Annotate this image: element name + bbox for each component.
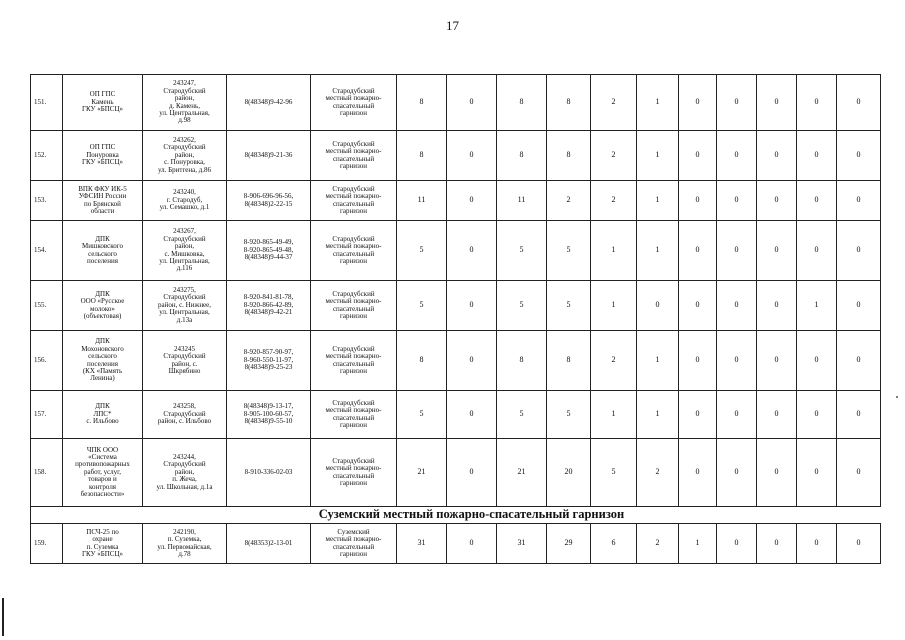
unit-name-line: ЧПК ООО <box>86 445 119 454</box>
row-index: 151. <box>31 75 63 131</box>
unit-phones <box>227 131 311 181</box>
value-cell: 0 <box>797 391 837 439</box>
row-index: 153. <box>31 181 63 221</box>
unit-phones-line: 8(48348)9-21-36 <box>244 150 293 159</box>
unit-name-line: охране <box>92 535 113 544</box>
margin-mark <box>2 598 4 636</box>
unit-garrison-line: Стародубский <box>332 344 375 353</box>
value-cell: 29 <box>547 524 591 564</box>
unit-address-line: Стародубский <box>163 460 206 469</box>
value-cell: 1 <box>591 221 637 281</box>
value-cell: 5 <box>397 221 447 281</box>
value-cell: 0 <box>447 331 497 391</box>
value-cell: 31 <box>397 524 447 564</box>
unit-phones-line: 8(48348)9-44-37 <box>244 253 293 262</box>
unit-address-line: ул. Семашко, д.1 <box>159 203 210 212</box>
value-cell: 31 <box>497 524 547 564</box>
unit-phones-line: 8(48348)9-42-21 <box>244 308 293 317</box>
value-cell: 1 <box>637 181 679 221</box>
unit-address-line: д.98 <box>178 116 191 125</box>
unit-name-line: по Брянской <box>84 199 121 208</box>
unit-name-line: контроля <box>88 482 117 491</box>
section-title: Суземский местный пожарно-спасательный гарнизон <box>63 507 881 524</box>
unit-name-line: области <box>90 206 115 215</box>
unit-name-line: Камень <box>91 97 114 106</box>
value-cell: 0 <box>679 75 717 131</box>
unit-garrison-line: Стародубский <box>332 234 375 243</box>
unit-address-line: район, <box>174 467 195 476</box>
value-cell: 0 <box>447 281 497 331</box>
unit-garrison-line: спасательный <box>332 304 375 313</box>
value-cell: 8 <box>397 131 447 181</box>
unit-name-line: поселения <box>86 256 119 265</box>
value-cell: 5 <box>591 439 637 507</box>
value-cell: 2 <box>591 131 637 181</box>
table-row <box>31 221 881 281</box>
value-cell: 0 <box>757 131 797 181</box>
section-edge <box>31 507 63 524</box>
unit-address-line: Стародубский <box>163 86 206 95</box>
unit-name-line: п. Суземка <box>86 542 119 551</box>
unit-name-line: ДПК <box>95 402 110 411</box>
unit-phones-line: 8-920-841-81-78, <box>243 293 294 302</box>
table-row <box>31 75 881 131</box>
unit-address-line: 243245 <box>174 344 195 353</box>
unit-name <box>63 439 143 507</box>
unit-phones-line: 8-920-865-49-49, <box>243 238 294 247</box>
unit-garrison-line: местный пожарно- <box>325 406 382 415</box>
unit-address-line: Стародубский <box>163 234 206 243</box>
unit-garrison <box>311 221 397 281</box>
unit-garrison-line: местный пожарно- <box>325 352 382 361</box>
unit-name-line: противопожарных <box>75 460 130 469</box>
unit-name-line: Мохоновского <box>81 344 124 353</box>
unit-address-line: г. Стародуб, <box>166 195 203 204</box>
unit-address-line: ул. Центральная, <box>159 256 210 265</box>
unit-address-line: район, с. Нижнее, <box>157 300 212 309</box>
value-cell: 0 <box>679 331 717 391</box>
value-cell: 1 <box>637 331 679 391</box>
section-row <box>31 507 881 524</box>
unit-garrison-line: гарнизон <box>340 478 367 487</box>
value-cell: 0 <box>717 75 757 131</box>
row-index: 152. <box>31 131 63 181</box>
unit-garrison-line: Суземский <box>337 527 370 536</box>
unit-address <box>143 281 227 331</box>
unit-name-line: ЛПС* <box>93 409 112 418</box>
unit-garrison-line: Стародубский <box>332 289 375 298</box>
value-cell: 8 <box>397 331 447 391</box>
unit-name-line: молоко» <box>90 304 115 313</box>
value-cell: 8 <box>497 75 547 131</box>
unit-name <box>63 331 143 391</box>
unit-phones-line: 8-920-865-49-48, <box>243 245 294 254</box>
unit-phones <box>227 391 311 439</box>
value-cell: 8 <box>547 131 591 181</box>
unit-address-line: Стародубский <box>163 293 206 302</box>
unit-name-line: ПСЧ-25 по <box>86 527 119 536</box>
value-cell: 2 <box>637 439 679 507</box>
unit-garrison-line: местный пожарно- <box>325 297 382 306</box>
unit-name-line: с. Ильбово <box>86 417 119 426</box>
unit-name-line: Мишковского <box>81 242 124 251</box>
value-cell: 2 <box>637 524 679 564</box>
value-cell: 0 <box>757 439 797 507</box>
unit-garrison-line: гарнизон <box>340 108 367 117</box>
unit-name <box>63 75 143 131</box>
unit-garrison <box>311 524 397 564</box>
value-cell: 0 <box>679 181 717 221</box>
unit-phones-line: 8(48348)9-55-10 <box>244 417 293 426</box>
value-cell: 5 <box>397 391 447 439</box>
value-cell: 8 <box>497 331 547 391</box>
value-cell: 0 <box>757 524 797 564</box>
row-index: 157. <box>31 391 63 439</box>
value-cell: 0 <box>679 281 717 331</box>
value-cell: 0 <box>757 221 797 281</box>
unit-name-line: (КХ «Память <box>82 366 123 375</box>
unit-garrison <box>311 75 397 131</box>
value-cell: 0 <box>837 391 881 439</box>
unit-phones-line: 8(48348)9-42-96 <box>244 97 293 106</box>
unit-phones <box>227 221 311 281</box>
value-cell: 0 <box>447 181 497 221</box>
unit-phones-line: 8-905-100-60-57, <box>243 409 294 418</box>
value-cell: 0 <box>797 331 837 391</box>
value-cell: 0 <box>757 281 797 331</box>
unit-name-line: ГКУ «БПСЦ» <box>81 158 124 167</box>
unit-address-line: д.13а <box>176 315 193 324</box>
unit-phones <box>227 439 311 507</box>
value-cell: 8 <box>397 75 447 131</box>
unit-name <box>63 221 143 281</box>
unit-garrison-line: Стародубский <box>332 398 375 407</box>
unit-name-line: ДПК <box>95 234 110 243</box>
unit-garrison-line: Стародубский <box>332 139 375 148</box>
unit-name-line: безопасности» <box>80 489 125 498</box>
value-cell: 0 <box>637 281 679 331</box>
value-cell: 2 <box>591 75 637 131</box>
unit-address-line: 243247, <box>173 79 196 88</box>
value-cell: 5 <box>397 281 447 331</box>
unit-address-line: д. Камень, <box>169 101 200 110</box>
value-cell: 0 <box>837 181 881 221</box>
unit-address-line: район, <box>174 242 195 251</box>
unit-name-line: сельского <box>88 249 117 258</box>
unit-address-line: п. Суземка, <box>167 535 202 544</box>
unit-address <box>143 181 227 221</box>
value-cell: 1 <box>637 391 679 439</box>
unit-name-line: «Система <box>88 453 117 462</box>
row-index: 159. <box>31 524 63 564</box>
scan-dot <box>896 396 898 398</box>
unit-phones-line: 8-960-550-11-97, <box>243 355 294 364</box>
unit-address <box>143 524 227 564</box>
value-cell: 5 <box>497 391 547 439</box>
value-cell: 5 <box>547 221 591 281</box>
table-row <box>31 181 881 221</box>
value-cell: 5 <box>547 391 591 439</box>
table-row <box>31 391 881 439</box>
unit-address-line: Шкрябино <box>168 366 201 375</box>
unit-garrison-line: гарнизон <box>340 161 367 170</box>
unit-address <box>143 439 227 507</box>
value-cell: 0 <box>797 439 837 507</box>
unit-name-line: ВПК ФКУ ИК-5 <box>78 184 127 193</box>
unit-name-line: товаров и <box>88 475 117 484</box>
value-cell: 0 <box>679 131 717 181</box>
unit-address-line: ул. Центральная, <box>159 308 210 317</box>
unit-name-line: ОП ГПС <box>89 90 116 99</box>
value-cell: 0 <box>757 391 797 439</box>
unit-address-line: 243267, <box>173 227 196 236</box>
unit-phones-line: 8(48348)9-13-17, <box>243 402 294 411</box>
unit-phones-line: 8-910-336-02-03 <box>244 467 293 476</box>
unit-garrison-line: местный пожарно- <box>325 535 382 544</box>
row-index: 156. <box>31 331 63 391</box>
unit-name-line: ГКУ «БПСЦ» <box>81 549 124 558</box>
table-row <box>31 131 881 181</box>
value-cell: 8 <box>547 331 591 391</box>
value-cell: 8 <box>547 75 591 131</box>
value-cell: 0 <box>717 391 757 439</box>
unit-phones-line: 8(48348)9-25-23 <box>244 363 293 372</box>
unit-name <box>63 391 143 439</box>
value-cell: 0 <box>717 181 757 221</box>
unit-garrison-line: местный пожарно- <box>325 192 382 201</box>
unit-garrison-line: спасательный <box>332 249 375 258</box>
unit-address-line: ул. Первомайская, <box>157 542 212 551</box>
value-cell: 0 <box>797 181 837 221</box>
unit-phones <box>227 75 311 131</box>
row-index: 155. <box>31 281 63 331</box>
unit-garrison-line: спасательный <box>332 471 375 480</box>
value-cell: 1 <box>591 281 637 331</box>
value-cell: 8 <box>497 131 547 181</box>
value-cell: 0 <box>837 281 881 331</box>
unit-address-line: 243244, <box>173 453 196 462</box>
unit-garrison-line: местный пожарно- <box>325 242 382 251</box>
unit-garrison-line: гарнизон <box>340 256 367 265</box>
value-cell: 5 <box>497 221 547 281</box>
unit-garrison-line: Стародубский <box>332 184 375 193</box>
unit-name-line: (объектовая) <box>83 311 122 320</box>
unit-name-line: сельского <box>88 352 117 361</box>
value-cell: 2 <box>591 331 637 391</box>
unit-address-line: район, <box>174 150 195 159</box>
value-cell: 0 <box>447 131 497 181</box>
unit-garrison-line: Стародубский <box>332 456 375 465</box>
unit-name-line: Ленина) <box>90 374 115 383</box>
value-cell: 21 <box>397 439 447 507</box>
unit-phones-line: 8(48353)2-13-01 <box>244 538 293 547</box>
unit-garrison <box>311 391 397 439</box>
value-cell: 0 <box>447 391 497 439</box>
unit-garrison <box>311 439 397 507</box>
table-row <box>31 439 881 507</box>
value-cell: 0 <box>679 439 717 507</box>
unit-garrison-line: гарнизон <box>340 420 367 429</box>
value-cell: 5 <box>547 281 591 331</box>
unit-name-line: ООО «Русское <box>80 297 125 306</box>
value-cell: 0 <box>447 221 497 281</box>
table-row <box>31 524 881 564</box>
value-cell: 0 <box>797 221 837 281</box>
value-cell: 0 <box>717 281 757 331</box>
value-cell: 1 <box>637 75 679 131</box>
unit-phones <box>227 181 311 221</box>
unit-address-line: ул. Бритгена, д.86 <box>157 165 212 174</box>
unit-phones <box>227 331 311 391</box>
unit-address <box>143 75 227 131</box>
table-row <box>31 331 881 391</box>
value-cell: 0 <box>717 524 757 564</box>
unit-address-line: Стародубский <box>163 143 206 152</box>
value-cell: 0 <box>447 439 497 507</box>
value-cell: 0 <box>797 524 837 564</box>
unit-address-line: ул. Центральная, <box>159 108 210 117</box>
unit-address-line: с. Понуровка, <box>164 158 205 167</box>
unit-address-line: 243262, <box>173 136 196 145</box>
value-cell: 0 <box>837 75 881 131</box>
unit-address-line: район, с. <box>171 359 198 368</box>
table-row <box>31 281 881 331</box>
unit-garrison-line: гарнизон <box>340 311 367 320</box>
value-cell: 5 <box>497 281 547 331</box>
unit-address <box>143 391 227 439</box>
unit-phones-line: 8-920-866-42-89, <box>243 300 294 309</box>
unit-name-line: ОП ГПС <box>89 143 116 152</box>
value-cell: 0 <box>757 331 797 391</box>
unit-name-line: работ, услуг, <box>83 467 122 476</box>
table-body <box>31 75 881 564</box>
unit-name-line: Понуровка <box>86 150 119 159</box>
value-cell: 0 <box>837 331 881 391</box>
unit-garrison <box>311 331 397 391</box>
unit-name <box>63 524 143 564</box>
value-cell: 1 <box>591 391 637 439</box>
unit-address-line: 243258, <box>173 402 196 411</box>
unit-garrison <box>311 181 397 221</box>
value-cell: 0 <box>797 75 837 131</box>
value-cell: 0 <box>717 439 757 507</box>
unit-address-line: д.78 <box>178 549 191 558</box>
unit-phones <box>227 524 311 564</box>
value-cell: 0 <box>837 131 881 181</box>
value-cell: 6 <box>591 524 637 564</box>
value-cell: 0 <box>447 524 497 564</box>
row-index: 154. <box>31 221 63 281</box>
value-cell: 0 <box>837 524 881 564</box>
value-cell: 0 <box>757 181 797 221</box>
unit-garrison <box>311 281 397 331</box>
value-cell: 0 <box>717 131 757 181</box>
value-cell: 0 <box>717 221 757 281</box>
unit-garrison-line: спасательный <box>332 101 375 110</box>
value-cell: 1 <box>637 131 679 181</box>
unit-garrison-line: спасательный <box>332 154 375 163</box>
value-cell: 1 <box>637 221 679 281</box>
value-cell: 0 <box>757 75 797 131</box>
unit-garrison-line: спасательный <box>332 542 375 551</box>
unit-name-line: ГКУ «БПСЦ» <box>81 105 124 114</box>
page-number: 17 <box>446 18 459 33</box>
unit-address-line: район, <box>174 94 195 103</box>
unit-address-line: 242190, <box>173 527 196 536</box>
unit-address-line: п. Жеча, <box>172 475 197 484</box>
row-index: 158. <box>31 439 63 507</box>
unit-address-line: Стародубский <box>163 352 206 361</box>
fire-units-table <box>30 74 881 564</box>
unit-garrison-line: Стародубский <box>332 86 375 95</box>
unit-name-line: поселения <box>86 359 119 368</box>
value-cell: 0 <box>797 131 837 181</box>
value-cell: 0 <box>717 331 757 391</box>
unit-phones-line: 8(48348)2-22-15 <box>244 199 293 208</box>
value-cell: 0 <box>447 75 497 131</box>
unit-name-line: ДПК <box>95 289 110 298</box>
value-cell: 2 <box>547 181 591 221</box>
unit-address-line: ул. Школьная, д.1а <box>156 482 213 491</box>
unit-garrison-line: спасательный <box>332 199 375 208</box>
unit-address <box>143 131 227 181</box>
value-cell: 0 <box>679 221 717 281</box>
unit-address <box>143 221 227 281</box>
unit-address <box>143 331 227 391</box>
unit-address-line: д.116 <box>176 264 193 273</box>
value-cell: 0 <box>837 221 881 281</box>
value-cell: 20 <box>547 439 591 507</box>
value-cell: 0 <box>679 391 717 439</box>
unit-name-line: УФСИН России <box>78 192 127 201</box>
unit-phones <box>227 281 311 331</box>
unit-address-line: Стародубский <box>163 409 206 418</box>
value-cell: 2 <box>591 181 637 221</box>
unit-garrison-line: гарнизон <box>340 366 367 375</box>
unit-name-line: ДПК <box>95 337 110 346</box>
value-cell: 0 <box>837 439 881 507</box>
unit-phones-line: 8-906-696-96-56, <box>243 192 294 201</box>
unit-garrison-line: гарнизон <box>340 206 367 215</box>
unit-name <box>63 131 143 181</box>
value-cell: 1 <box>679 524 717 564</box>
unit-address-line: 243275, <box>173 286 196 295</box>
value-cell: 11 <box>497 181 547 221</box>
unit-garrison-line: местный пожарно- <box>325 147 382 156</box>
value-cell: 1 <box>797 281 837 331</box>
value-cell: 21 <box>497 439 547 507</box>
unit-garrison <box>311 131 397 181</box>
unit-garrison-line: местный пожарно- <box>325 94 382 103</box>
value-cell: 11 <box>397 181 447 221</box>
unit-garrison-line: спасательный <box>332 359 375 368</box>
unit-name <box>63 181 143 221</box>
unit-garrison-line: местный пожарно- <box>325 464 382 473</box>
unit-garrison-line: гарнизон <box>340 549 367 558</box>
unit-address-line: район, с. Ильбово <box>157 417 212 426</box>
unit-phones-line: 8-920-857-90-97, <box>243 348 294 357</box>
unit-address-line: 243240, <box>173 188 196 197</box>
unit-garrison-line: спасательный <box>332 413 375 422</box>
unit-name <box>63 281 143 331</box>
unit-address-line: с. Мишковка, <box>164 249 205 258</box>
